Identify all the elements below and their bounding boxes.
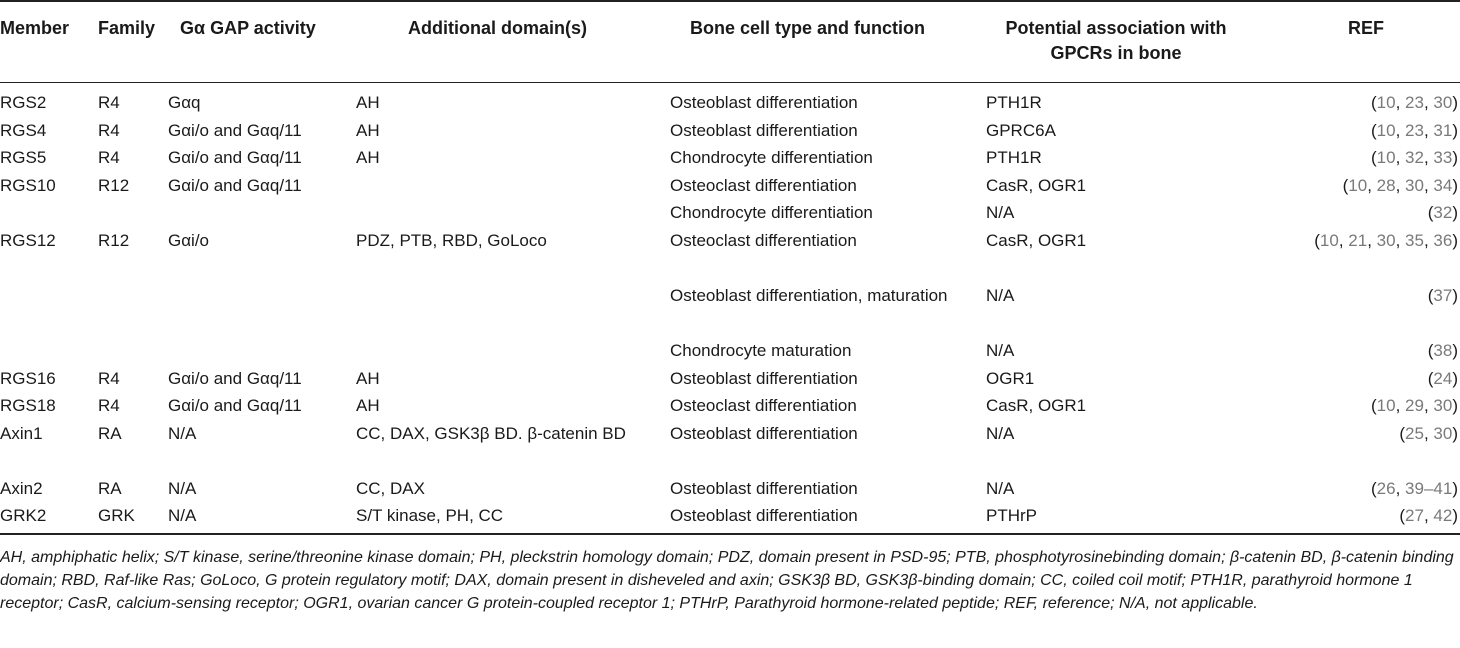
cell-gpcr-association: CasR, OGR1 <box>986 231 1087 250</box>
cell-bone-cell: Osteoclast differentiation <box>670 176 857 195</box>
cell-bone-cell: Osteoblast differentiation <box>670 93 858 112</box>
ref-link[interactable]: 10 <box>1376 396 1396 415</box>
header-bone-cell: Bone cell type and function <box>690 18 926 38</box>
cell-gap-activity: Gαi/o and Gαq/11 <box>168 121 302 140</box>
ref-link[interactable]: 33 <box>1433 148 1453 167</box>
cell-gap-activity: Gαi/o and Gαq/11 <box>168 396 302 415</box>
ref-link[interactable]: 26 <box>1376 479 1396 498</box>
cell-member: RGS16 <box>0 369 56 388</box>
cell-ref: (32) <box>1427 203 1458 222</box>
cell-gpcr-association: N/A <box>986 203 1015 222</box>
header-gpcr-association: Potential association with GPCRs in bone <box>1005 18 1227 63</box>
cell-gpcr-association: N/A <box>986 286 1015 305</box>
ref-link[interactable]: 36 <box>1433 231 1453 250</box>
cell-ref: (10, 29, 30) <box>1370 396 1458 415</box>
cell-additional-domains: AH <box>356 369 380 388</box>
cell-gap-activity: Gαi/o and Gαq/11 <box>168 176 302 195</box>
ref-link[interactable]: 23 <box>1405 93 1424 112</box>
cell-additional-domains: S/T kinase, PH, CC <box>356 506 504 525</box>
ref-link[interactable]: 24 <box>1433 369 1453 388</box>
ref-link[interactable]: 34 <box>1433 176 1453 195</box>
ref-link[interactable]: 31 <box>1433 121 1453 140</box>
cell-gpcr-association: N/A <box>986 424 1015 443</box>
cell-member: Axin2 <box>0 479 43 498</box>
cell-ref: (24) <box>1427 369 1458 388</box>
cell-member: RGS4 <box>0 121 47 140</box>
cell-gap-activity: Gαi/o and Gαq/11 <box>168 148 302 167</box>
header-member: Member <box>0 18 70 38</box>
header-ref: REF <box>1348 18 1384 38</box>
cell-gap-activity: N/A <box>168 424 197 443</box>
ref-link[interactable]: 23 <box>1405 121 1424 140</box>
cell-gpcr-association: PTH1R <box>986 93 1042 112</box>
ref-link[interactable]: 10 <box>1376 148 1396 167</box>
cell-bone-cell: Chondrocyte maturation <box>670 341 852 360</box>
cell-family: R4 <box>98 148 120 167</box>
cell-additional-domains: CC, DAX <box>356 479 425 498</box>
ref-link[interactable]: 32 <box>1433 203 1453 222</box>
header-gap-activity: Gα GAP activity <box>180 18 316 38</box>
cell-ref: (10, 23, 31) <box>1370 121 1458 140</box>
cell-family: R4 <box>98 93 120 112</box>
cell-ref: (38) <box>1427 341 1458 360</box>
cell-ref: (37) <box>1427 286 1458 305</box>
cell-gpcr-association: N/A <box>986 341 1015 360</box>
ref-link[interactable]: 32 <box>1405 148 1424 167</box>
cell-gap-activity: Gαi/o <box>168 231 210 250</box>
ref-link[interactable]: 27 <box>1405 506 1424 525</box>
ref-link[interactable]: 30 <box>1405 176 1424 195</box>
ref-link[interactable]: 29 <box>1405 396 1424 415</box>
cell-gap-activity: N/A <box>168 506 197 525</box>
table-top-rule <box>0 0 1460 2</box>
cell-bone-cell: Osteoblast differentiation <box>670 506 858 525</box>
cell-ref: (27, 42) <box>1399 506 1458 525</box>
cell-gpcr-association: OGR1 <box>986 369 1035 388</box>
ref-link[interactable]: 38 <box>1433 341 1453 360</box>
cell-member: GRK2 <box>0 506 47 525</box>
cell-additional-domains: AH <box>356 93 380 112</box>
cell-family: R12 <box>98 231 130 250</box>
cell-bone-cell: Osteoclast differentiation <box>670 396 857 415</box>
cell-member: RGS10 <box>0 176 56 195</box>
ref-link[interactable]: 10 <box>1376 93 1396 112</box>
cell-additional-domains: AH <box>356 148 380 167</box>
cell-ref: (10, 32, 33) <box>1370 148 1458 167</box>
cell-ref: (10, 21, 30, 35, 36) <box>1314 231 1458 250</box>
ref-link[interactable]: 30 <box>1376 231 1396 250</box>
cell-bone-cell: Chondrocyte differentiation <box>670 203 873 222</box>
cell-member: RGS12 <box>0 231 56 250</box>
header-family: Family <box>98 18 156 38</box>
ref-link[interactable]: 30 <box>1433 93 1453 112</box>
cell-gpcr-association: PTH1R <box>986 148 1042 167</box>
ref-link[interactable]: 10 <box>1376 121 1396 140</box>
cell-additional-domains: CC, DAX, GSK3β BD. β-catenin BD <box>356 424 626 443</box>
cell-bone-cell: Chondrocyte differentiation <box>670 148 873 167</box>
cell-gpcr-association: CasR, OGR1 <box>986 176 1087 195</box>
ref-link[interactable]: 25 <box>1405 424 1424 443</box>
cell-member: RGS5 <box>0 148 47 167</box>
cell-ref: (10, 28, 30, 34) <box>1342 176 1458 195</box>
cell-family: RA <box>98 479 122 498</box>
cell-gap-activity: Gαi/o and Gαq/11 <box>168 369 302 388</box>
table-header-rule <box>0 82 1460 83</box>
cell-bone-cell: Osteoblast differentiation <box>670 121 858 140</box>
cell-bone-cell: Osteoblast differentiation, maturation <box>670 286 948 305</box>
table-footnote: AH, amphiphatic helix; S/T kinase, serine/threonine kinase domain; PH, pleckstrin homology domain; PDZ, domain present in PSD-95; PTB, phosphotyrosinebinding domain; β-catenin BD, β-catenin binding domain; RBD, Raf-like Ras; GoLoco, G protein regulatory motif; DAX, domain present in disheveled and axin; GSK3β BD, GSK3β-binding domain; CC, coiled coil motif; PTH1R, parathyroid hormone 1 receptor; CasR, calcium-sensing receptor; OGR1, ovarian cancer G protein-coupled receptor 1; PTHrP, Parathyroid hormone-related peptide; REF, reference; N/A, not applicable. <box>0 549 1454 612</box>
cell-member: RGS2 <box>0 93 47 112</box>
ref-link[interactable]: 21 <box>1348 231 1368 250</box>
cell-member: Axin1 <box>0 424 43 443</box>
cell-family: R4 <box>98 396 120 415</box>
ref-link[interactable]: 28 <box>1376 176 1396 195</box>
cell-bone-cell: Osteoclast differentiation <box>670 231 857 250</box>
header-additional-domains: Additional domain(s) <box>408 18 587 38</box>
cell-gap-activity: Gαq <box>168 93 201 112</box>
cell-additional-domains: AH <box>356 396 380 415</box>
cell-gpcr-association: PTHrP <box>986 506 1037 525</box>
ref-link[interactable]: 42 <box>1433 506 1453 525</box>
cell-family: R4 <box>98 369 120 388</box>
cell-member: RGS18 <box>0 396 56 415</box>
cell-gpcr-association: GPRC6A <box>986 121 1056 140</box>
cell-additional-domains: PDZ, PTB, RBD, GoLoco <box>356 231 547 250</box>
cell-gpcr-association: N/A <box>986 479 1015 498</box>
cell-family: R12 <box>98 176 130 195</box>
cell-ref: (26, 39–41) <box>1371 479 1458 498</box>
ref-link[interactable]: 10 <box>1348 176 1368 195</box>
cell-family: GRK <box>98 506 135 525</box>
cell-bone-cell: Osteoblast differentiation <box>670 479 858 498</box>
cell-bone-cell: Osteoblast differentiation <box>670 424 858 443</box>
cell-ref: (25, 30) <box>1399 424 1458 443</box>
ref-link[interactable]: 35 <box>1405 231 1424 250</box>
cell-family: RA <box>98 424 122 443</box>
ref-link[interactable]: 30 <box>1433 424 1453 443</box>
ref-link[interactable]: 37 <box>1433 286 1453 305</box>
cell-additional-domains: AH <box>356 121 380 140</box>
cell-bone-cell: Osteoblast differentiation <box>670 369 858 388</box>
cell-gpcr-association: CasR, OGR1 <box>986 396 1087 415</box>
cell-family: R4 <box>98 121 120 140</box>
ref-link[interactable]: 10 <box>1319 231 1339 250</box>
cell-ref: (10, 23, 30) <box>1370 93 1458 112</box>
ref-link[interactable]: 39–41 <box>1405 479 1453 498</box>
cell-gap-activity: N/A <box>168 479 197 498</box>
ref-link[interactable]: 30 <box>1433 396 1453 415</box>
table-bottom-rule <box>0 533 1460 535</box>
